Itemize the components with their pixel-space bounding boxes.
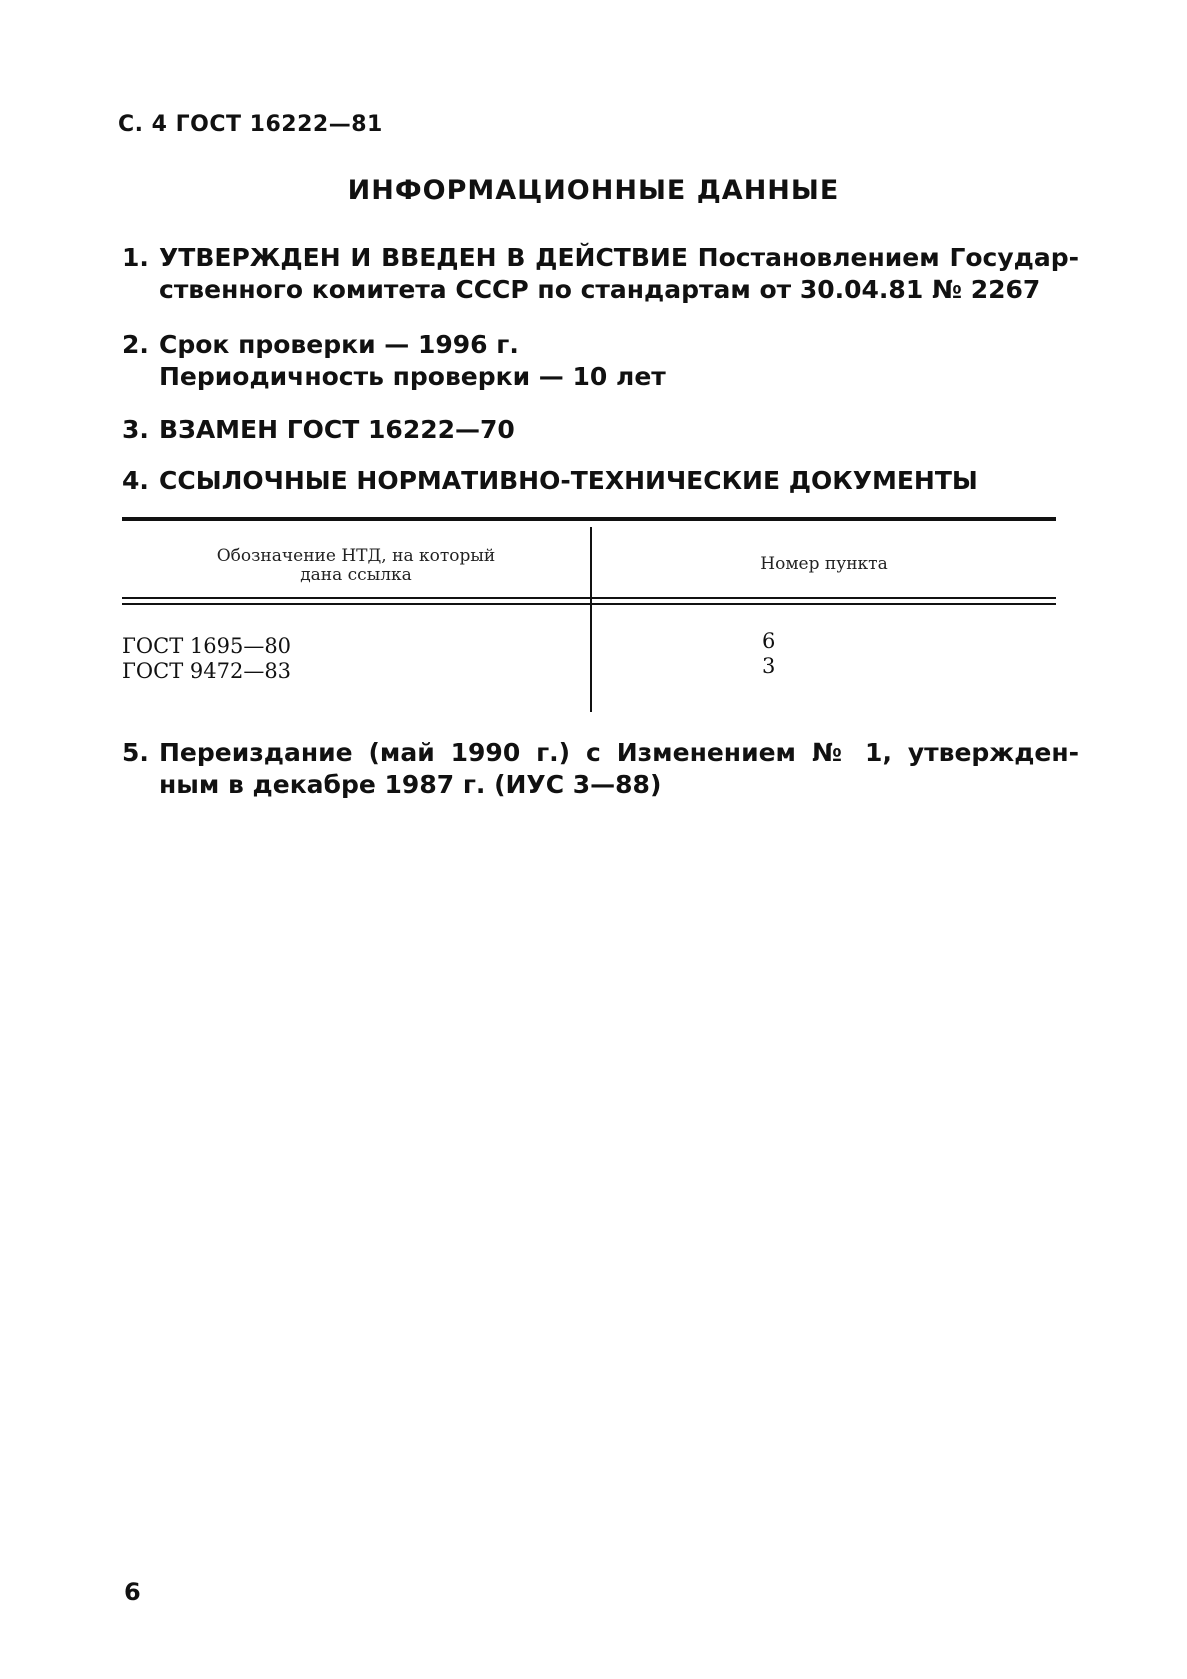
item-line: Переиздание (май 1990 г.) с Изменением № 1, утвержден- <box>159 738 1079 767</box>
item-number: 2. <box>122 330 149 359</box>
header-line: Обозначение НТД, на который <box>216 546 496 566</box>
table-header-clause <box>592 555 1056 574</box>
item-line: Срок проверки — 1996 г. <box>159 330 519 359</box>
item-line: Периодичность проверки — 10 лет <box>159 362 666 391</box>
table-header-document <box>122 547 590 585</box>
item-line: ным в декабре 1987 г. (ИУС 3—88) <box>159 770 662 799</box>
document-title: ИНФОРМАЦИОННЫЕ ДАННЫЕ <box>347 175 840 206</box>
table-document-cells <box>122 634 291 684</box>
table-header-rule <box>122 603 1056 605</box>
table-clause-cells <box>762 629 775 679</box>
table-cell-clause: 3 <box>762 654 776 678</box>
table-cell-document: ГОСТ 1695—80 <box>122 634 292 658</box>
table-cell-document: ГОСТ 9472—83 <box>122 659 292 683</box>
header-line: дана ссылка <box>300 565 412 585</box>
item-line: ССЫЛОЧНЫЕ НОРМАТИВНО-ТЕХНИЧЕСКИЕ ДОКУМЕНТЫ <box>159 466 978 495</box>
table-top-rule <box>122 517 1056 521</box>
header-line: Номер пункта <box>760 554 888 574</box>
item-number: 4. <box>122 466 149 495</box>
page-header: С. 4 ГОСТ 16222—81 <box>118 112 383 137</box>
item-text <box>159 242 1079 306</box>
item-line: УТВЕРЖДЕН И ВВЕДЕН В ДЕЙСТВИЕ Постановлением Государ- <box>159 243 1079 272</box>
item-number: 3. <box>122 415 149 444</box>
item-text <box>159 414 515 446</box>
page-number: 6 <box>124 1578 141 1606</box>
item-text <box>159 329 666 393</box>
table-header-rule <box>122 597 1056 599</box>
item-number: 5. <box>122 738 149 767</box>
item-number: 1. <box>122 243 149 272</box>
reference-documents-table <box>122 517 1056 712</box>
table-cell-clause: 6 <box>762 629 776 653</box>
item-line: ВЗАМЕН ГОСТ 16222—70 <box>159 415 515 444</box>
item-text <box>159 737 1079 801</box>
item-line: ственного комитета СССР по стандартам от 30.04.81 № 2267 <box>159 275 1041 304</box>
item-text <box>159 465 978 497</box>
